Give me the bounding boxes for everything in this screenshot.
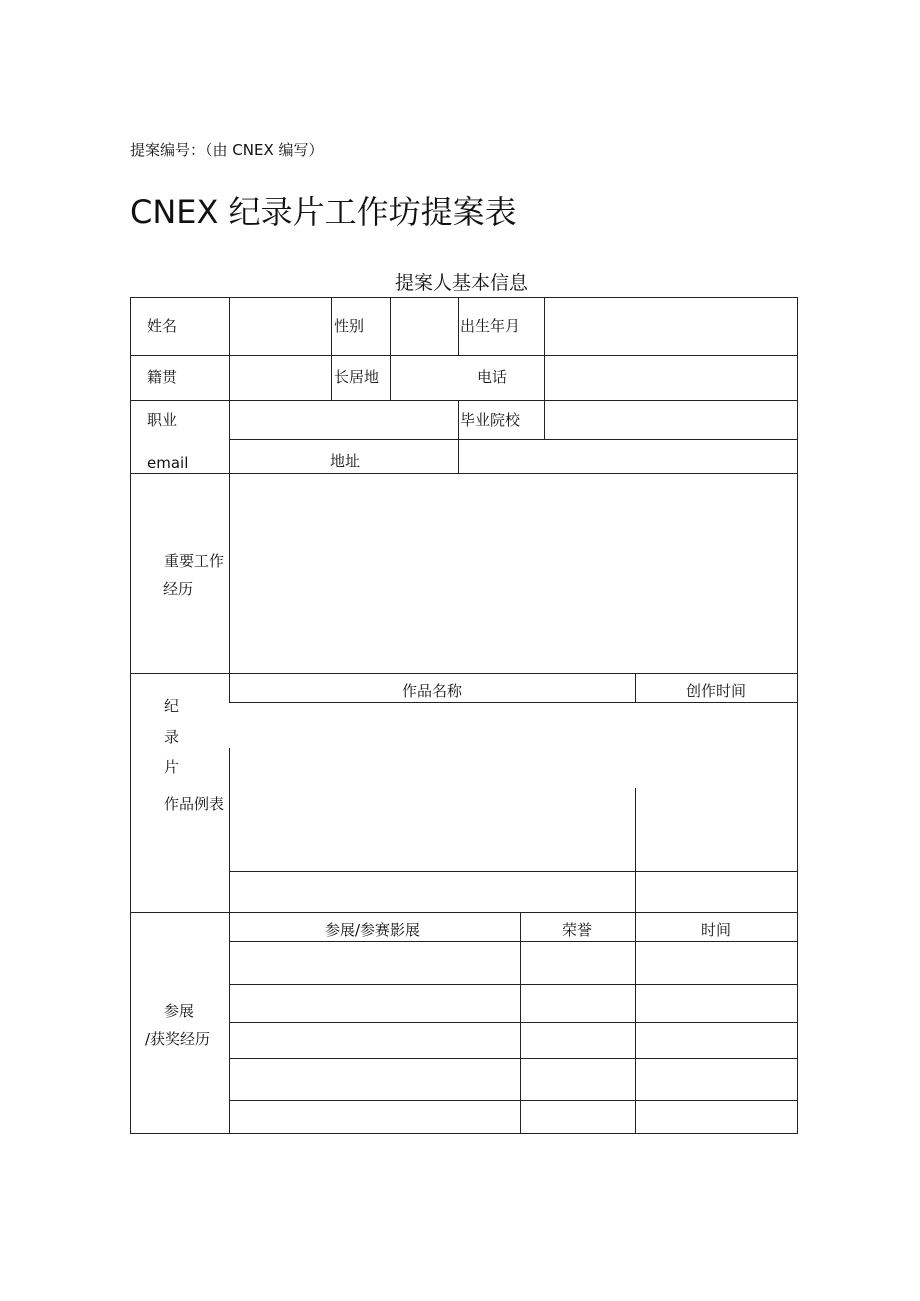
name-label: 姓名: [147, 317, 178, 335]
birth-label: 出生年月: [460, 317, 521, 335]
docs-label-2: 录: [164, 728, 180, 746]
docs-col-divider: [635, 788, 636, 912]
table-border-bottom: [130, 1133, 798, 1134]
docs-header-divider: [635, 673, 636, 703]
docs-label-1: 纪: [164, 697, 180, 715]
school-field[interactable]: [545, 401, 796, 438]
occupation-label: 职业: [147, 411, 178, 429]
festival-row-1: [229, 984, 798, 985]
docs-top-line: [130, 673, 798, 674]
festival-top-line: [130, 912, 798, 913]
work-experience-label-2: 经历: [163, 580, 194, 598]
phone-field[interactable]: [545, 356, 796, 399]
docs-label-3: 片: [164, 758, 180, 776]
festival-row-4: [229, 1100, 798, 1101]
document-title: CNEX 纪录片工作坊提案表: [130, 193, 517, 231]
name-field[interactable]: [230, 298, 330, 354]
occupation-field[interactable]: [230, 401, 457, 438]
col-divider-gender: [331, 297, 332, 400]
residence-field[interactable]: [391, 356, 457, 399]
work-experience-field[interactable]: [230, 474, 796, 672]
hometown-field[interactable]: [230, 356, 330, 399]
gender-field[interactable]: [391, 298, 457, 354]
docs-col-time: 创作时间: [686, 682, 747, 700]
festival-row-2: [229, 1022, 798, 1023]
label-divider-docs-header: [229, 673, 230, 703]
festival-col-time: [635, 912, 636, 1133]
address-field[interactable]: [460, 440, 796, 472]
school-label: 毕业院校: [460, 411, 521, 429]
festival-col-time-label: 时间: [701, 921, 732, 939]
col-divider-school: [458, 400, 459, 473]
birth-field[interactable]: [545, 298, 796, 354]
email-label: email: [147, 454, 189, 472]
table-border-right: [797, 297, 798, 1133]
work-experience-label-1: 重要工作: [164, 552, 225, 570]
docs-label-4: 作品例表: [164, 795, 225, 813]
festival-label-1: 参展: [164, 1002, 195, 1020]
docs-col-title: 作品名称: [402, 682, 463, 700]
section-title: 提案人基本信息: [395, 272, 529, 294]
phone-label: 电话: [477, 368, 508, 386]
festival-label-2: /获奖经历: [145, 1030, 211, 1048]
proposal-number: 提案编号：（由 CNEX 编写）: [130, 141, 324, 159]
table-border-left: [130, 297, 131, 1133]
docs-row-line: [229, 871, 798, 872]
festival-header-line: [229, 941, 798, 942]
festival-row-3: [229, 1058, 798, 1059]
docs-header-line: [229, 702, 798, 703]
festival-col-honor: [520, 912, 521, 1133]
address-label: 地址: [330, 452, 361, 470]
gender-label: 性别: [334, 317, 365, 335]
col-divider-birth: [458, 297, 459, 355]
festival-col-festival: 参展/参赛影展: [325, 921, 421, 939]
hometown-label: 籍贯: [147, 368, 178, 386]
festival-col-honor-label: 荣誉: [562, 921, 593, 939]
residence-label: 长居地: [334, 368, 380, 386]
